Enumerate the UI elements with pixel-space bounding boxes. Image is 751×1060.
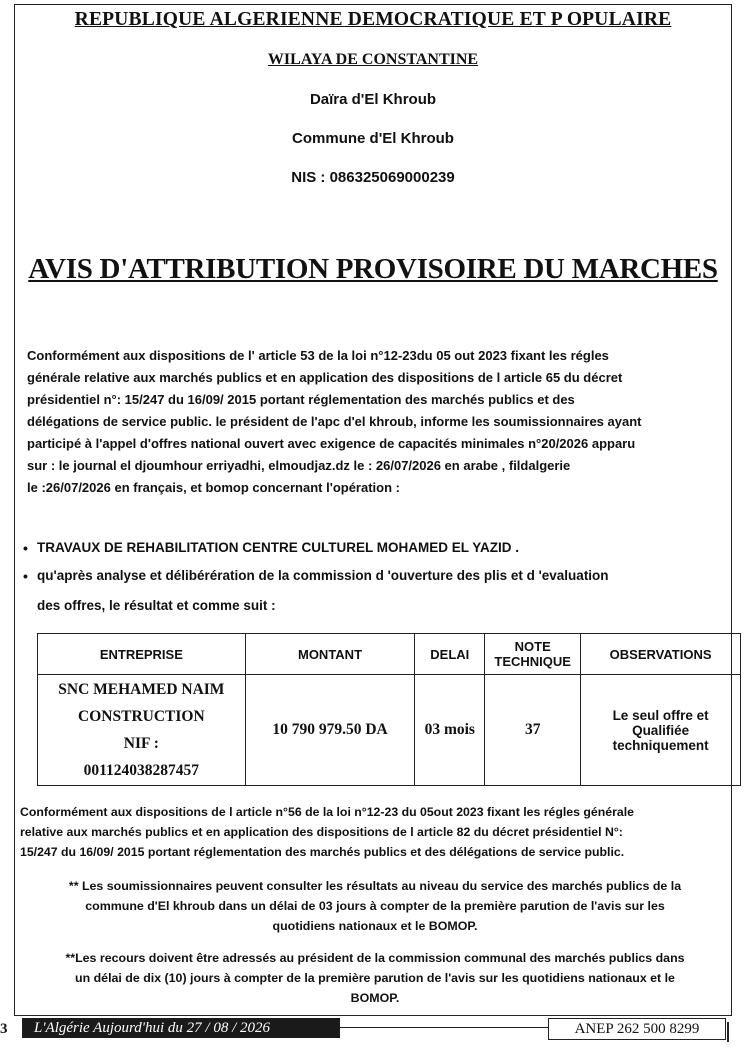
results-table	[37, 633, 741, 786]
cell-entreprise	[38, 675, 246, 786]
entreprise-nif-label: NIF :	[123, 735, 159, 752]
wilaya-heading: WILAYA DE CONSTANTINE	[267, 51, 479, 68]
intro-line: participé à l'appel d'offres national ouvert avec exigence de capacités minimales n°20/2026 apparu	[27, 436, 636, 451]
closing-line: relative aux marchés publics et en application des dispositions de l article 82 du décret présidentiel N°:	[20, 825, 623, 839]
operation-bullet: • TRAVAUX DE REHABILITATION CENTRE CULTUREL MOHAMED EL YAZID .	[23, 535, 735, 561]
result-bullet-line1: qu'après analyse et délibérération de la commission d 'ouverture des plis et d 'evaluation	[37, 568, 609, 583]
recours-line: BOMOP.	[350, 991, 400, 1005]
result-bullet-line2: des offres, le résultat et comme suit :	[37, 598, 276, 613]
result-bullet	[23, 561, 735, 621]
anep-reference: ANEP 262 500 8299	[548, 1018, 726, 1040]
intro-line: générale relative aux marchés publics et en application des dispositions de l article 65 du décret	[27, 370, 623, 385]
republic-heading: REPUBLIQUE ALGERIENNE DEMOCRATIQUE ET P OPULAIRE	[74, 9, 672, 30]
intro-paragraph	[27, 345, 727, 499]
consult-note	[24, 876, 726, 936]
intro-line: délégations de service public. le président de l'apc d'el khroub, informe les soumissionnaires ayant	[27, 414, 642, 429]
obs-line: Le seul offre et	[612, 707, 709, 723]
daira-line: Daïra d'El Khroub	[309, 91, 437, 108]
recours-line: **Les recours doivent être adressés au président de la commission communal des marchés publics dans	[65, 951, 685, 965]
footer-divider	[340, 1027, 548, 1028]
nis-line: NIS : 086325069000239	[291, 169, 455, 186]
closing-paragraph	[20, 802, 732, 862]
header-note-line2: TECHNIQUE	[494, 654, 571, 669]
entreprise-nif-value: 001124038287457	[83, 762, 200, 779]
recours-note	[24, 948, 726, 1008]
header-note-technique	[485, 634, 581, 675]
closing-line: 15/247 du 16/09/ 2015 portant réglementation des marchés publics et des délégations de service public.	[20, 845, 625, 859]
header-delai: DELAI	[415, 634, 485, 675]
cell-montant: 10 790 979.50 DA	[245, 675, 415, 786]
consult-line: quotidiens nationaux et le BOMOP.	[272, 919, 478, 933]
intro-line: présidentiel n°: 15/247 du 16/09/ 2015 portant réglementation des marchés publics et des	[27, 392, 575, 407]
consult-line: commune d'El khroub dans un délai de 03 jours à compter de la première parution de l'avis sur les	[85, 899, 665, 913]
intro-line: sur : le journal el djoumhour erriyadhi, elmoudjaz.dz le : 26/07/2026 en arabe , fildalgerie	[27, 458, 571, 473]
entreprise-name: SNC MEHAMED NAIM	[58, 681, 225, 698]
intro-line: le :26/07/2026 en français, et bomop concernant l'opération :	[27, 480, 400, 495]
cell-note: 37	[485, 675, 581, 786]
commune-line: Commune d'El Khroub	[292, 130, 454, 147]
newspaper-banner: L'Algérie Aujourd'hui du 27 / 08 / 2026	[22, 1018, 340, 1038]
recours-line: un délai de dix (10) jours à compter de la première parution de l'avis sur les quotidiens nationaux et le	[75, 971, 675, 985]
notice-title: AVIS D'ATTRIBUTION PROVISOIRE DU MARCHES	[28, 253, 718, 285]
header-note-line1: NOTE	[514, 639, 551, 654]
closing-line: Conformément aux dispositions de l article n°56 de la loi n°12-23 du 05out 2023 fixant les régles générale	[20, 805, 634, 819]
obs-line: techniquement	[612, 737, 709, 753]
table-header-row	[38, 634, 741, 675]
bullet-list	[23, 535, 735, 621]
edge-mark: 3	[0, 1021, 8, 1037]
notice-frame	[14, 4, 732, 1016]
table-row	[38, 675, 741, 786]
header-observations: OBSERVATIONS	[581, 634, 741, 675]
obs-line: Qualifiée	[632, 722, 690, 738]
cell-delai: 03 mois	[415, 675, 485, 786]
consult-line: ** Les soumissionnaires peuvent consulter les résultats au niveau du service des marchés publics de la	[68, 879, 682, 893]
intro-line: Conformément aux dispositions de l' article 53 de la loi n°12-23du 05 out 2023 fixant les régles	[27, 348, 609, 363]
cell-observations	[581, 675, 741, 786]
header-entreprise: ENTREPRISE	[38, 634, 246, 675]
header-montant: MONTANT	[245, 634, 415, 675]
entreprise-name-cont: CONSTRUCTION	[78, 708, 205, 725]
